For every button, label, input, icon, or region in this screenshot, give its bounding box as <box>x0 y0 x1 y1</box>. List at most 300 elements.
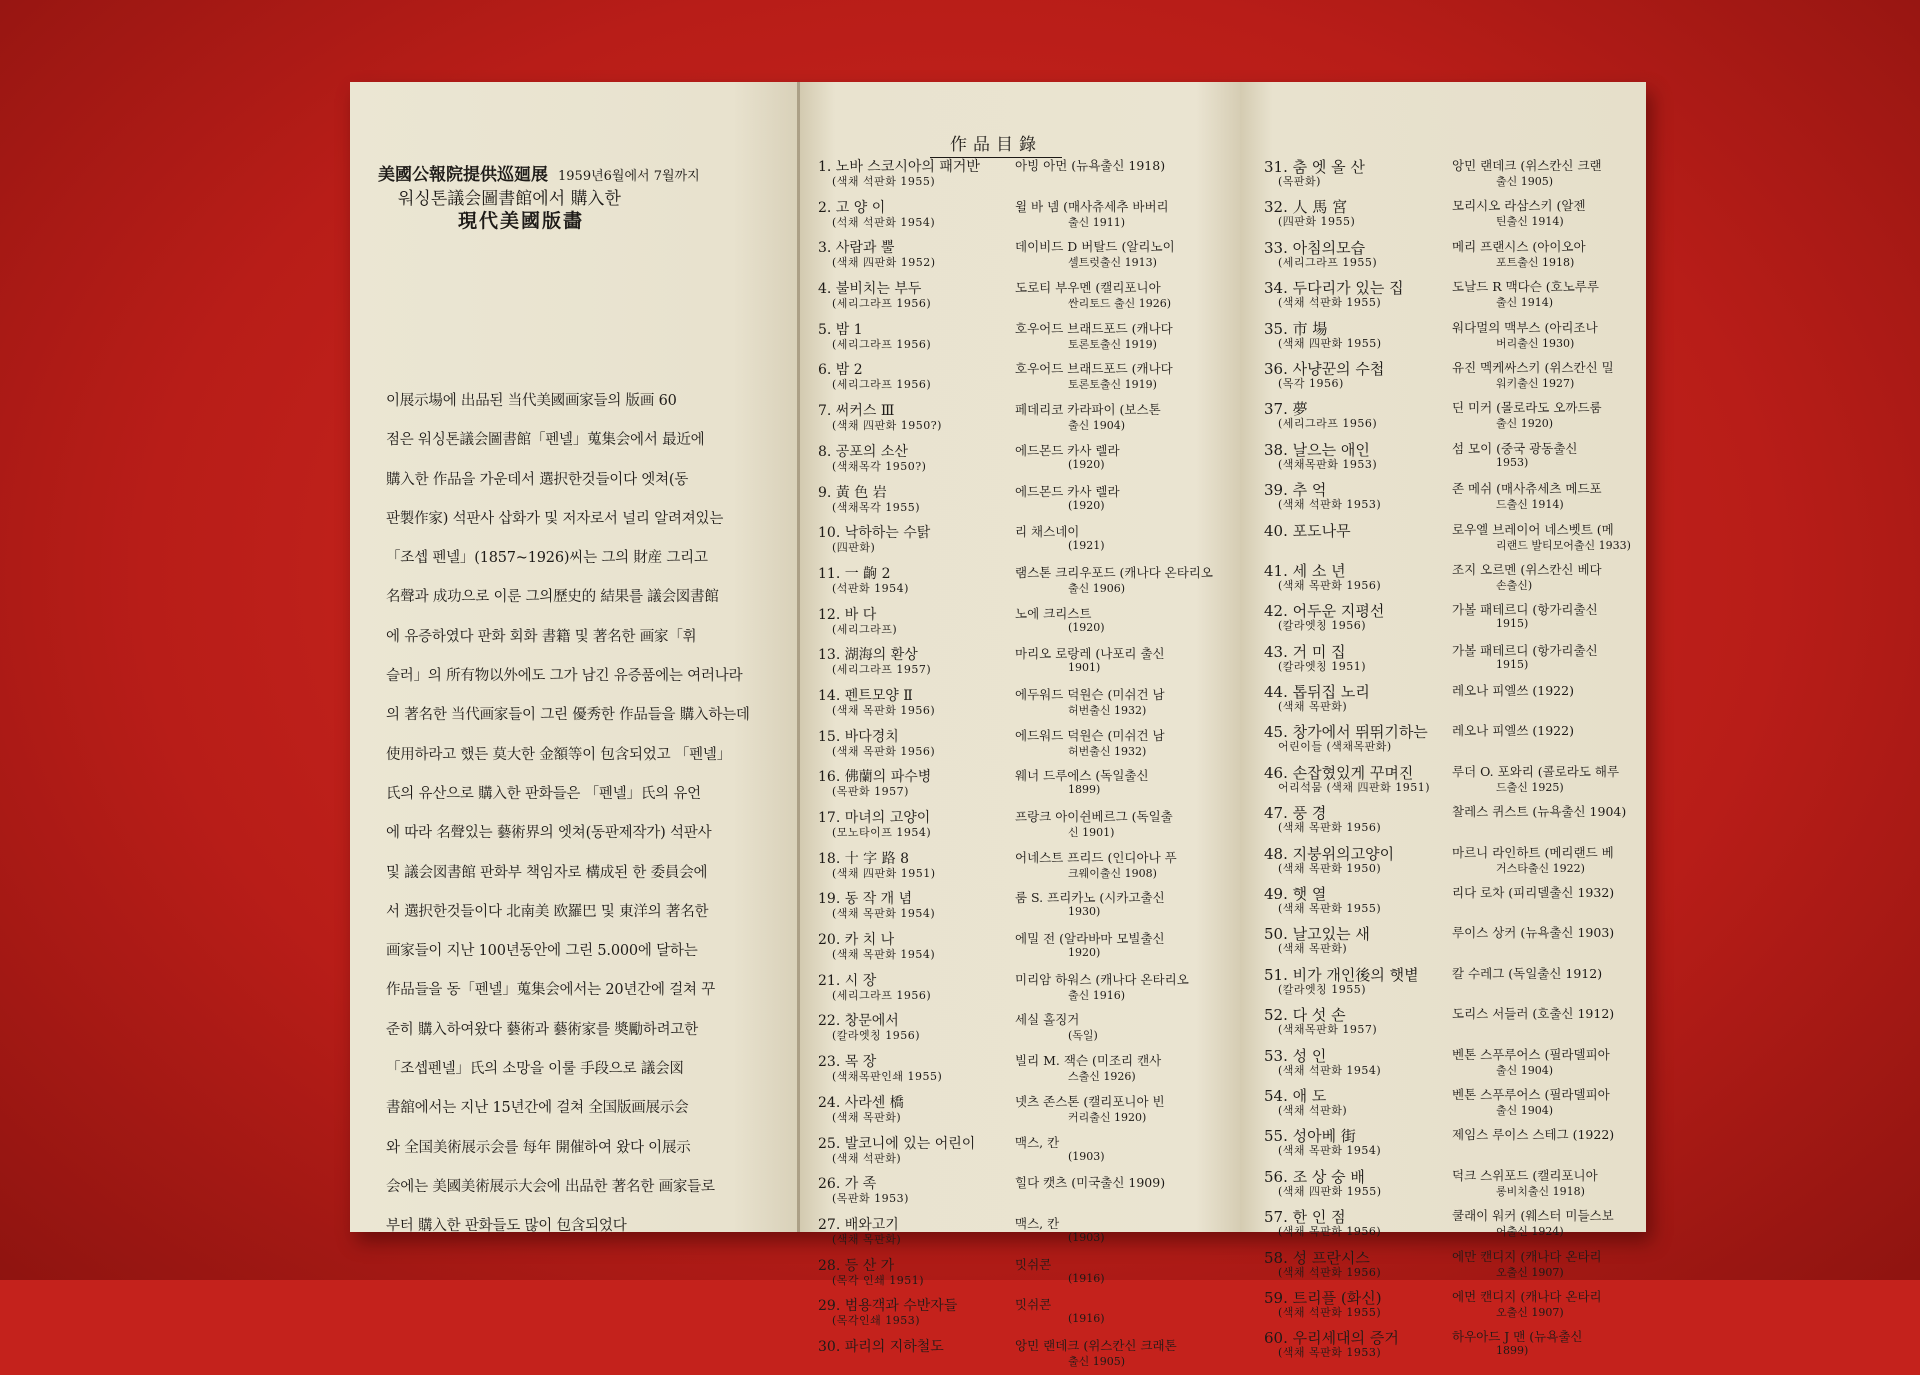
catalog-entry <box>1264 881 1644 921</box>
entry-artist: 힐다 캣츠 (미국출신 1909) <box>1015 1175 1166 1191</box>
catalog-entry <box>1264 1245 1644 1285</box>
catalog-entry <box>818 520 1238 561</box>
entry-medium: (색채 목판화 1954) <box>832 948 936 962</box>
entry-medium: (세리그라프 1956) <box>832 297 932 311</box>
catalog-entry <box>1264 396 1644 436</box>
entry-title: 57. 한 인 점 <box>1264 1208 1346 1227</box>
entry-medium: (모노타이프 1954) <box>832 826 932 839</box>
entry-origin: (1903) <box>1068 1149 1105 1163</box>
entry-medium: (四판화) <box>832 541 876 555</box>
entry-title: 13. 湖海의 환상 <box>818 647 918 664</box>
entry-origin: 출신 1904) <box>1068 419 1126 433</box>
entry-title: 58. 성 프란시스 <box>1264 1248 1370 1267</box>
entry-title: 23. 목 장 <box>818 1054 877 1071</box>
entry-artist: 호우어드 브래드포드 (캐나다 <box>1015 320 1173 336</box>
catalog-entry <box>818 1334 1238 1375</box>
entry-origin: 신 1901) <box>1068 826 1115 839</box>
catalog-entry <box>1264 518 1644 558</box>
entry-title: 24. 사라센 橋 <box>818 1094 904 1111</box>
entry-origin: 허번출신 1932) <box>1068 703 1147 717</box>
entry-medium: (칼라엣칭 1955) <box>1278 982 1367 996</box>
entry-title: 40. 포도나무 <box>1264 521 1351 540</box>
entry-medium: (색채 석판화) <box>832 1151 902 1165</box>
entry-title: 5. 밤 1 <box>818 321 863 338</box>
entry-origin: 출신 1914) <box>1496 296 1554 310</box>
leaflet <box>350 82 1646 1368</box>
intro-line: 「조셉 펜넬」(1857~1926)씨는 그의 財産 그리고 <box>386 550 708 567</box>
entry-origin: 리랜드 발티모어출신 1933) <box>1496 538 1631 552</box>
entry-medium: (색채 목판화) <box>832 1110 902 1124</box>
entry-medium: (칼라엣칭 1956) <box>832 1029 921 1043</box>
catalog-entry <box>818 1171 1238 1212</box>
entry-artist: 에밀 전 (알라바마 모빌출신 <box>1015 931 1165 947</box>
intro-text <box>386 382 786 1247</box>
entry-origin: 출신 1905) <box>1068 1354 1126 1368</box>
header-line-1 <box>378 164 788 188</box>
entry-artist: 도리스 서들러 (호출신 1912) <box>1452 1006 1615 1022</box>
entry-origin: (1916) <box>1068 1312 1105 1326</box>
right-panel <box>1240 82 1646 1360</box>
catalog-entry <box>1264 437 1644 477</box>
entry-origin: 롱비치출신 1918) <box>1496 1184 1585 1198</box>
entry-title: 45. 창가에서 뛰뛰기하는 <box>1264 723 1428 742</box>
entry-artist: 프랑크 아이쉰베르그 (독일출 <box>1015 809 1173 824</box>
entry-title: 21. 시 장 <box>818 972 877 989</box>
entry-medium: (세리그라프 1956) <box>832 988 932 1002</box>
entry-title: 54. 애 도 <box>1264 1086 1327 1105</box>
entry-title: 31. 춤 엣 올 산 <box>1264 158 1365 176</box>
entry-medium: (색채 목판화 1956) <box>832 744 936 758</box>
catalog-entry <box>818 1131 1238 1172</box>
entry-medium: (세리그라프) <box>832 622 898 636</box>
header-line-2: 워싱톤議会圖書館에서 購入한 <box>398 189 621 209</box>
entry-origin: 거스타출신 1922) <box>1496 861 1585 875</box>
entry-medium: 어린이들 (색채목판화) <box>1278 740 1392 754</box>
entry-origin: 1930) <box>1068 905 1101 919</box>
entry-artist: 에드몬드 카사 렐라 <box>1015 483 1120 499</box>
entry-title: 22. 창문에서 <box>818 1013 899 1030</box>
entry-origin: 토론토출신 1919) <box>1068 337 1157 351</box>
entry-artist: 노에 크리스트 <box>1015 605 1092 621</box>
catalog-entry <box>818 764 1238 805</box>
intro-line: 에 유증하였다 판화 회화 書籍 및 著名한 画家「휘 <box>386 628 697 645</box>
entry-origin: 크웨이출신 1908) <box>1068 866 1157 880</box>
middle-panel <box>800 82 1240 1368</box>
catalog-entry <box>1264 800 1644 840</box>
entry-title: 1. 노바 스코시아의 패거반 <box>818 159 980 175</box>
entry-medium: (세리그라프 1956) <box>832 337 932 351</box>
intro-line: 作品들을 동「펜넬」蒐集会에서는 20년간에 걸쳐 꾸 <box>386 982 716 999</box>
entry-origin: 틴출신 1914) <box>1496 215 1564 229</box>
entry-origin: 워키출신 1927) <box>1496 376 1575 390</box>
entry-title: 32. 人 馬 宮 <box>1264 198 1348 217</box>
entry-artist: 가볼 패테르디 (항가리출신 <box>1452 642 1598 658</box>
catalog-entry <box>1264 921 1644 961</box>
entry-artist: 맥스, 칸 <box>1015 1134 1060 1150</box>
entry-title: 48. 지붕위의고양이 <box>1264 844 1395 863</box>
entry-title: 38. 날으는 애인 <box>1264 440 1370 459</box>
entry-artist: 페데리코 카라파이 (보스톤 <box>1015 402 1161 418</box>
intro-line: 부터 購入한 판화들도 많이 包含되었다 <box>386 1218 627 1235</box>
entry-medium: (목각인쇄 1953) <box>832 1314 921 1328</box>
catalog-entry <box>818 927 1238 968</box>
entry-origin: (1920) <box>1068 457 1105 471</box>
entry-artist: 도로티 부우멘 (캘리포니아 <box>1015 280 1161 296</box>
entry-medium: (색채 목판화 1956) <box>1278 1225 1382 1239</box>
entry-artist: 워다멀의 맥부스 (아리조나 <box>1452 319 1598 335</box>
intro-line: 氏의 유산으로 購入한 판화들은 「펜넬」氏의 유언 <box>386 785 701 802</box>
entry-origin: 1899) <box>1068 783 1101 797</box>
catalog-entry <box>818 439 1238 480</box>
catalog-entry <box>1264 1043 1644 1083</box>
entry-origin: 출신 1916) <box>1068 988 1126 1002</box>
entry-title: 44. 톱뒤집 노리 <box>1264 683 1370 702</box>
entry-origin: 1915) <box>1496 657 1529 671</box>
entry-medium: (석판화 1954) <box>832 581 909 595</box>
leaflet-header <box>378 164 788 232</box>
catalog-entry <box>818 195 1238 236</box>
entry-artist: 도날드 R 맥다슨 (호노루루 <box>1452 279 1599 295</box>
catalog-entry <box>1264 719 1644 759</box>
catalog-entry <box>1264 679 1644 719</box>
entry-origin: 토론토출신 1919) <box>1068 378 1157 392</box>
catalog-entry <box>818 805 1238 846</box>
entry-artist: 모리시오 라삼스키 (알젠 <box>1452 198 1586 214</box>
entry-title: 28. 등 산 가 <box>818 1257 895 1274</box>
entry-origin: 출신 1906) <box>1068 581 1126 595</box>
entry-origin: 오출신 1907) <box>1496 1305 1564 1319</box>
entry-artist: 웨너 드루에스 (독일출신 <box>1015 768 1149 784</box>
entry-title: 34. 두다리가 있는 집 <box>1264 279 1404 298</box>
entry-origin: 드출신 1914) <box>1496 498 1564 512</box>
catalog-entry <box>818 317 1238 358</box>
entry-origin: 손출신) <box>1496 578 1533 592</box>
entry-artist: 에드워드 덕원슨 (미쉬건 남 <box>1015 727 1165 743</box>
entry-title: 42. 어두운 지평선 <box>1264 602 1385 621</box>
entry-artist: 리 채스네이 <box>1015 524 1080 540</box>
entry-origin: 포트출신 1918) <box>1496 255 1575 269</box>
entry-origin: 1915) <box>1496 617 1529 631</box>
entry-artist: 데이비드 D 버탈드 (알리노이 <box>1015 239 1175 255</box>
entry-origin: (1920) <box>1068 620 1105 634</box>
catalog-entry <box>1264 316 1644 356</box>
entry-artist: 넷츠 존스톤 (캘리포니아 빈 <box>1015 1093 1165 1109</box>
catalog-title: 作品目錄 <box>930 130 1062 158</box>
entry-medium: (목판화 1953) <box>832 1192 909 1206</box>
entry-title: 14. 펜트모양 Ⅱ <box>818 687 913 704</box>
entry-artist: 에드몬드 카사 렐라 <box>1015 442 1120 458</box>
entry-artist: 램스톤 크리우포드 (캐나다 온타리오 <box>1015 564 1213 580</box>
entry-origin: 1920) <box>1068 946 1101 960</box>
intro-line: 판製作家) 석판사 삽화가 및 저자로서 널리 알려져있는 <box>386 510 724 527</box>
catalog-entry <box>818 1049 1238 1090</box>
entry-medium: (색채 석판화 1954) <box>1278 1063 1382 1077</box>
entry-medium: (색채 목판화 1956) <box>832 703 936 717</box>
entry-artist: 세실 홀징거 <box>1015 1012 1080 1028</box>
entry-title: 16. 佛蘭의 파수병 <box>818 769 932 786</box>
catalog-entry <box>818 1293 1238 1334</box>
entry-origin: 셀트럿출신 1913) <box>1068 256 1157 270</box>
catalog-entry <box>818 398 1238 439</box>
intro-line: 서 選択한것들이다 北南美 欧羅巴 및 東洋의 著名한 <box>386 903 709 920</box>
entry-artist: 에두워드 덕원슨 (미쉬건 남 <box>1015 686 1165 702</box>
entry-medium: (세리그라프 1956) <box>1278 417 1378 431</box>
entry-title: 27. 배와고기 <box>818 1216 899 1233</box>
entry-title: 36. 사냥꾼의 수첩 <box>1264 359 1385 378</box>
entry-origin: 어출신 1924) <box>1496 1225 1564 1239</box>
entry-title: 7. 써커스 Ⅲ <box>818 403 895 420</box>
entry-title: 52. 다 섯 손 <box>1264 1006 1346 1025</box>
catalog-entry <box>1264 356 1644 396</box>
entry-origin: 출신 1911) <box>1068 215 1126 229</box>
entry-medium: (색채 목판화) <box>832 1232 902 1246</box>
entry-artist: 앙민 랜데크 (위스칸신 크랜 <box>1452 158 1602 173</box>
catalog-entry <box>1264 154 1644 194</box>
intro-line: 준히 購入하여왔다 藝術과 藝術家를 奬勵하려고한 <box>386 1021 699 1038</box>
entry-artist: 마리오 로랑레 (나포리 출신 <box>1015 646 1165 662</box>
entry-origin: 1953) <box>1496 455 1529 469</box>
entry-artist: 찰레스 퀴스트 (뉴욕출신 1904) <box>1452 804 1627 820</box>
intro-line: 점은 워싱톤議会圖書館「펜넬」蒐集会에서 最近에 <box>386 432 705 449</box>
entry-medium: (색채목판화 1957) <box>1278 1023 1378 1037</box>
entry-medium: (색채 석판화 1956) <box>1278 1265 1382 1279</box>
entry-medium: (색채 목판화) <box>1278 942 1348 956</box>
entry-medium: (색채 석판화 1955) <box>1278 1305 1382 1319</box>
entry-medium: (색채 목판화 1954) <box>832 907 936 921</box>
entry-title: 56. 조 상 숭 배 <box>1264 1167 1365 1186</box>
entry-title: 50. 날고있는 새 <box>1264 925 1370 944</box>
entry-origin: (1920) <box>1068 498 1105 512</box>
entry-title: 20. 카 치 나 <box>818 932 895 949</box>
intro-line: 会에는 美國美術展示大会에 出品한 著名한 画家들로 <box>386 1178 715 1195</box>
entry-artist: 리다 로차 (피리델출신 1932) <box>1452 885 1615 901</box>
intro-line: 「조셉펜넬」氏의 소망을 이룰 手段으로 議会図 <box>386 1061 684 1078</box>
catalog-entry <box>818 602 1238 643</box>
entry-medium: (칼라엣칭 1956) <box>1278 619 1367 633</box>
entry-title: 46. 손잡혔있게 꾸며진 <box>1264 763 1414 782</box>
entry-artist: 에만 캔디지 (캐나다 온타리 <box>1452 1248 1602 1264</box>
intro-line: 및 議会図書館 판화부 책임자로 構成된 한 委員会에 <box>386 864 708 881</box>
catalog-list-1 <box>818 154 1238 1375</box>
entry-medium: (四판화 1955) <box>1278 215 1356 229</box>
entry-medium: (목판화 1957) <box>832 785 909 799</box>
entry-medium: (색채 四판화 1951) <box>832 866 936 880</box>
entry-title: 9. 黃 色 岩 <box>818 484 887 501</box>
catalog-entry <box>1264 760 1644 800</box>
entry-title: 55. 성아베 街 <box>1264 1127 1356 1146</box>
entry-title: 12. 바 다 <box>818 606 877 623</box>
entry-origin: 버리출신 1930) <box>1496 336 1575 350</box>
entry-origin: 1899) <box>1496 1344 1529 1358</box>
entry-artist: 미리암 하워스 (캐나다 온타리오 <box>1015 971 1189 987</box>
catalog-entry <box>1264 598 1644 638</box>
entry-title: 6. 밤 2 <box>818 362 863 379</box>
entry-title: 18. 十 字 路 8 <box>818 850 909 867</box>
entry-title: 41. 세 소 년 <box>1264 561 1346 580</box>
catalog-entry <box>818 683 1238 724</box>
catalog-entry <box>818 886 1238 927</box>
catalog-list-2 <box>1264 154 1644 1366</box>
entry-medium: (목각 1956) <box>1278 376 1344 390</box>
entry-origin: 출신 1904) <box>1496 1063 1554 1077</box>
entry-title: 60. 우리세대의 증거 <box>1264 1329 1399 1348</box>
entry-title: 47. 풍 경 <box>1264 804 1327 823</box>
entry-medium: (색채 목판화 1956) <box>1278 821 1382 835</box>
catalog-entry <box>818 561 1238 602</box>
entry-title: 17. 마녀의 고양이 <box>818 810 931 826</box>
catalog-entry <box>1264 1204 1644 1244</box>
header-sponsor: 美國公報院提供巡廻展 <box>378 165 548 185</box>
catalog-entry <box>1264 275 1644 315</box>
entry-medium: (목판화) <box>1278 175 1321 188</box>
entry-artist: 섬 모이 (중국 광동출신 <box>1452 440 1578 456</box>
catalog-entry <box>1264 639 1644 679</box>
entry-title: 10. 낙하하는 수탉 <box>818 525 931 542</box>
entry-title: 25. 발코니에 있는 어린이 <box>818 1135 976 1152</box>
entry-artist: 존 메쉬 (매사츄세츠 메드포 <box>1452 481 1602 497</box>
entry-medium: (세리그라프 1957) <box>832 663 932 677</box>
entry-artist: 덕크 스위포드 (캘리포니아 <box>1452 1167 1598 1183</box>
entry-medium: (색채 四판화 1955) <box>1278 336 1382 350</box>
catalog-entry <box>1264 841 1644 881</box>
entry-title: 39. 추 억 <box>1264 481 1327 500</box>
left-panel <box>350 82 800 1235</box>
entry-artist: 조지 오르멘 (위스칸신 베다 <box>1452 561 1602 577</box>
entry-artist: 칼 수레그 (독일출신 1912) <box>1452 965 1603 981</box>
entry-artist: 룸 S. 프리카노 (시카고출신 <box>1015 890 1165 906</box>
entry-medium: 어리석뭄 (색채 四판화 1951) <box>1278 780 1431 794</box>
catalog-entry <box>818 276 1238 317</box>
catalog-entry <box>1264 1123 1644 1163</box>
entry-artist: 가볼 패테르디 (항가리출신 <box>1452 602 1598 618</box>
catalog-entry <box>818 1008 1238 1049</box>
entry-medium: (색채 목판화 1954) <box>1278 1144 1382 1158</box>
entry-medium: (목각 인쇄 1951) <box>832 1273 925 1287</box>
catalog-entry <box>1264 1164 1644 1204</box>
entry-title: 51. 비가 개인後의 햇볕 <box>1264 965 1419 984</box>
entry-origin: (1903) <box>1068 1230 1105 1244</box>
catalog-entry <box>818 1090 1238 1131</box>
entry-artist: 밋쉬콘 <box>1015 1256 1052 1272</box>
entry-origin: 스출신 1926) <box>1068 1070 1136 1084</box>
entry-title: 43. 거 미 집 <box>1264 642 1346 661</box>
entry-artist: 로우엘 브레이어 네스벳트 (메 <box>1452 521 1614 537</box>
entry-title: 53. 성 인 <box>1264 1046 1327 1065</box>
catalog-entry <box>818 968 1238 1009</box>
entry-artist: 밋쉬콘 <box>1015 1297 1052 1313</box>
entry-medium: (색채목각 1950?) <box>832 459 927 473</box>
entry-artist: 메리 프랜시스 (아이오아 <box>1452 238 1586 254</box>
entry-medium: (색채 석판화) <box>1278 1103 1348 1117</box>
entry-title: 30. 파리의 지하철도 <box>818 1338 944 1355</box>
entry-origin: (1921) <box>1068 539 1105 553</box>
entry-title: 26. 가 족 <box>818 1176 877 1193</box>
entry-medium: (색채 목판화 1953) <box>1278 1346 1382 1360</box>
intro-line: 슬러」의 所有物以外에도 그가 남긴 유증품에는 여러나라 <box>386 668 743 685</box>
entry-title: 19. 동 작 개 념 <box>818 891 913 908</box>
catalog-entry <box>818 357 1238 398</box>
catalog-entry <box>1264 1002 1644 1042</box>
entry-artist: 벤톤 스푸루어스 (필라델피아 <box>1452 1086 1610 1102</box>
intro-line: 使用하라고 했든 莫大한 金額等이 包含되었고 「펜넬」 <box>386 746 732 763</box>
intro-line: 購入한 作品을 가운데서 選択한것들이다 엣쳐(동 <box>386 471 689 488</box>
catalog-entry <box>1264 194 1644 234</box>
entry-medium: (칼라엣칭 1951) <box>1278 659 1367 673</box>
entry-origin: 오출신 1907) <box>1496 1265 1564 1279</box>
entry-title: 33. 아침의모습 <box>1264 238 1366 257</box>
entry-medium: (색채 四판화 1950?) <box>832 419 942 433</box>
intro-line: 에 따라 名聲있는 藝術界의 엣쳐(동판제작가) 석판사 <box>386 825 712 842</box>
intro-line: 書舘에서는 지난 15년간에 걸쳐 全国版画展示会 <box>386 1100 689 1117</box>
intro-line: 画家들이 지난 100년동안에 그린 5.000에 달하는 <box>386 943 698 960</box>
entry-origin: 싼리토드 출신 1926) <box>1068 297 1172 311</box>
header-dates: 1959년6월에서 7월까지 <box>558 169 700 184</box>
entry-origin: 출신 1920) <box>1496 417 1554 431</box>
entry-medium: (색채 목판화 1956) <box>1278 578 1382 592</box>
entry-artist: 유진 멕케싸스키 (위스칸신 밀 <box>1452 359 1614 375</box>
entry-origin: 드출신 1925) <box>1496 780 1564 794</box>
catalog-entry <box>818 1212 1238 1253</box>
catalog-entry <box>818 1253 1238 1294</box>
entry-artist: 레오나 피엘쓰 (1922) <box>1452 723 1574 739</box>
catalog-entry <box>818 480 1238 521</box>
entry-artist: 쿨래이 워커 (웨스터 미들스보 <box>1452 1208 1614 1224</box>
entry-medium: (색채 석판화 1953) <box>1278 498 1382 512</box>
catalog-entry <box>818 846 1238 887</box>
entry-origin: 출신 1904) <box>1496 1103 1554 1117</box>
entry-title: 8. 공포의 소산 <box>818 443 908 460</box>
entry-origin: 허번출신 1932) <box>1068 744 1147 758</box>
catalog-entry <box>1264 1325 1644 1365</box>
entry-medium: (색채목각 1955) <box>832 500 921 514</box>
entry-artist: 딘 미커 (몰로라도 오까드룸 <box>1452 400 1602 416</box>
entry-origin: 커리출신 1920) <box>1068 1110 1147 1124</box>
entry-medium: (석채 석판화 1954) <box>832 215 936 229</box>
entry-medium: (색채 목판화) <box>1278 700 1348 714</box>
entry-origin: (독일) <box>1068 1029 1098 1043</box>
entry-medium: (색채목판화 1953) <box>1278 457 1378 471</box>
entry-origin: 출신 1905) <box>1496 175 1554 188</box>
entry-artist: 루이스 상커 (뉴욕출신 1903) <box>1452 925 1615 941</box>
entry-title: 59. 트리플 (화신) <box>1264 1288 1382 1307</box>
entry-title: 2. 고 양 이 <box>818 199 886 216</box>
entry-medium: (색채 四판화 1952) <box>832 256 936 270</box>
intro-line: 와 全国美術展示会를 每年 開催하여 왔다 이展示 <box>386 1139 691 1156</box>
entry-artist: 제임스 루이스 스테그 (1922) <box>1452 1127 1615 1143</box>
intro-line: 이展示場에 出品된 当代美國画家들의 版画 60 <box>386 393 677 409</box>
entry-origin: (1916) <box>1068 1271 1105 1285</box>
entry-medium: (세리그라프 1956) <box>832 378 932 392</box>
entry-artist: 레오나 피엘쓰 (1922) <box>1452 683 1574 699</box>
entry-medium: (색채 四판화 1955) <box>1278 1184 1382 1198</box>
entry-artist: 빌리 M. 잭슨 (미조리 캔사 <box>1015 1053 1162 1069</box>
intro-line: 의 著名한 当代画家들이 그린 優秀한 作品들을 購入하는데 <box>386 707 750 724</box>
entry-medium: (색채 목판화 1950) <box>1278 861 1382 875</box>
entry-artist: 어네스트 프리드 (인디아나 푸 <box>1015 849 1177 865</box>
entry-title: 11. 一 齣 2 <box>818 565 891 582</box>
entry-artist: 앙민 랜데크 (위스칸신 크래톤 <box>1015 1337 1177 1353</box>
entry-title: 29. 범용객과 수반자들 <box>818 1298 958 1315</box>
catalog-entry <box>818 235 1238 276</box>
catalog-entry <box>1264 235 1644 275</box>
entry-artist: 에먼 캔디지 (캐나다 온타리 <box>1452 1288 1602 1304</box>
entry-title: 4. 불비치는 부두 <box>818 281 922 298</box>
catalog-entry <box>1264 558 1644 598</box>
entry-artist: 호우어드 브래드포드 (캐나다 <box>1015 361 1173 377</box>
entry-title: 49. 햇 열 <box>1264 885 1327 904</box>
entry-artist: 맥스, 칸 <box>1015 1215 1060 1231</box>
catalog-entry <box>818 724 1238 765</box>
